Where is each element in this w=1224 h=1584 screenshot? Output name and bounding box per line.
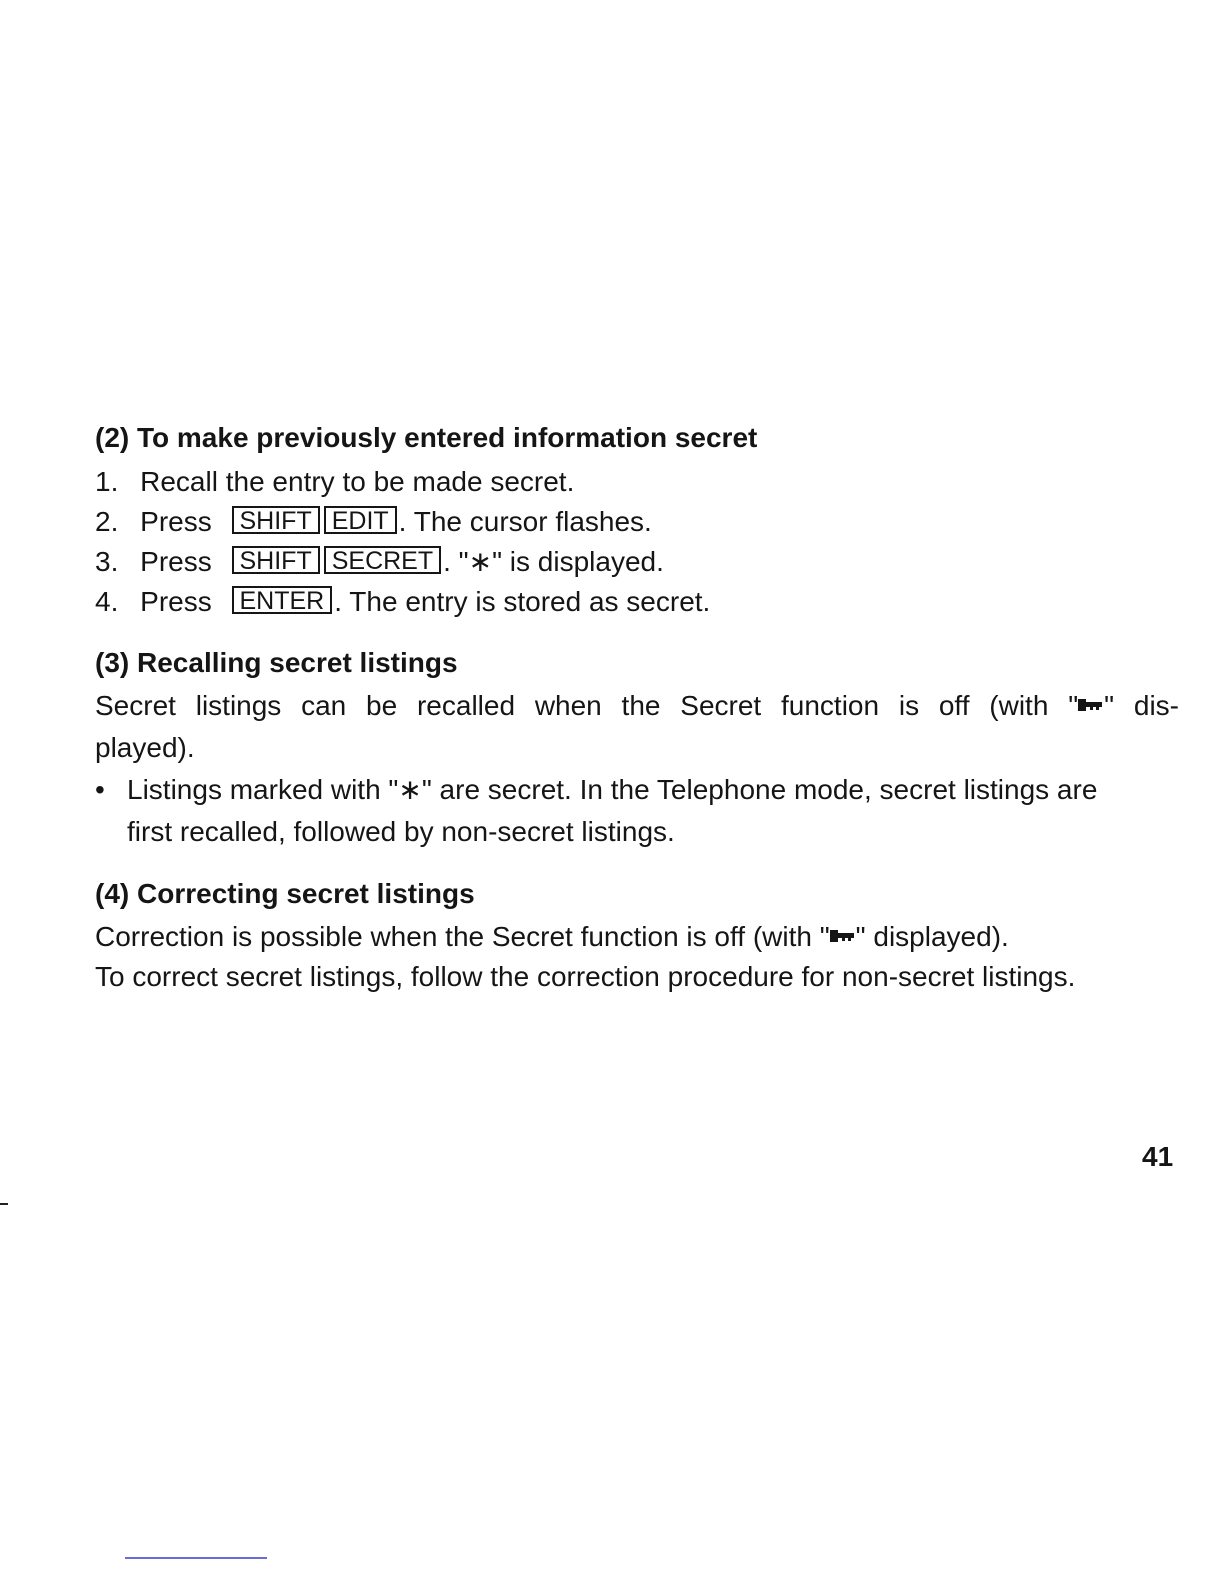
step-2: [95, 505, 652, 539]
section-4-line-1: [95, 920, 1009, 954]
step-text: . "∗" is displayed.: [443, 546, 664, 577]
page-number: 41: [1142, 1141, 1174, 1172]
bullet-dot: •: [95, 774, 105, 805]
edge-mark: [0, 1203, 8, 1205]
step-text: Press: [140, 546, 212, 577]
step-number: 2.: [95, 506, 119, 537]
section-4-heading: (4) Correcting secret listings: [95, 878, 475, 909]
section-3-paragraph: [95, 689, 1179, 723]
key-icon: [830, 929, 856, 943]
section-2-heading: (2) To make previously entered information secret: [95, 422, 758, 453]
step-4: [95, 585, 710, 619]
paragraph-text: Correction is possible when the Secret function is off (with ": [95, 921, 830, 952]
step-number: 4.: [95, 586, 119, 617]
secret-key: SECRET: [324, 546, 441, 574]
step-3: [95, 545, 664, 579]
paragraph-text: " dis-: [1104, 690, 1179, 721]
key-icon: [1078, 698, 1104, 712]
shift-key: SHIFT: [232, 506, 320, 534]
section-3-heading: (3) Recalling secret listings: [95, 647, 458, 678]
step-text: Recall the entry to be made secret.: [140, 466, 575, 497]
bullet-text: Listings marked with "∗" are secret. In the Telephone mode, secret listings are: [127, 774, 1098, 805]
step-number: 1.: [95, 466, 119, 497]
step-text: . The cursor flashes.: [398, 506, 652, 537]
step-text: Press: [140, 586, 212, 617]
section-3-paragraph-continued: played).: [95, 732, 195, 763]
bottom-rule: [125, 1557, 267, 1559]
step-number: 3.: [95, 546, 119, 577]
enter-key: ENTER: [232, 586, 333, 614]
paragraph-text: " displayed).: [855, 921, 1009, 952]
step-text: Press: [140, 506, 212, 537]
edit-key: EDIT: [324, 506, 397, 534]
step-text: . The entry is stored as secret.: [334, 586, 711, 617]
paragraph-text: Secret listings can be recalled when the Secret function is off (with ": [95, 690, 1079, 721]
step-1: [95, 465, 574, 499]
shift-key: SHIFT: [232, 546, 320, 574]
section-4-line-2: To correct secret listings, follow the correction procedure for non-secret listings.: [95, 961, 1076, 992]
bullet-text-continued: first recalled, followed by non-secret listings.: [127, 816, 675, 847]
